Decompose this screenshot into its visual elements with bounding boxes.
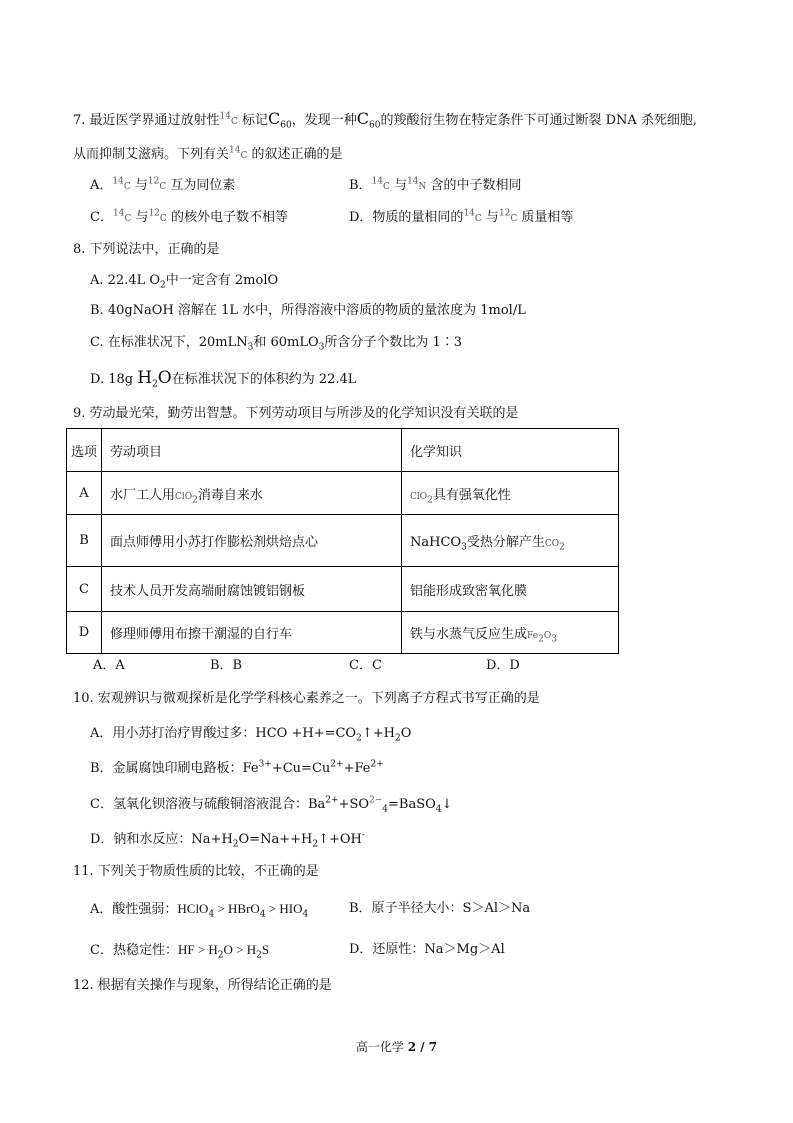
- q8-option-a: A. 22.4L $O_2$中一定含有 2molO: [90, 273, 279, 291]
- q11-option-d: D．还原性：Na＞Mg＞Al: [349, 942, 505, 957]
- table-header-row: [67, 429, 619, 472]
- q10-stem: 10. 宏观辨识与微观探析是化学学科核心素养之一。下列离子方程式书写正确的是: [73, 691, 540, 706]
- q8-option-b: B. 40gNaOH 溶解在 1L 水中，所得溶液中溶质的物质的量浓度为 1mol/L: [90, 303, 526, 318]
- q11-option-a: A．酸性强弱：HClO$_4$ > HBrO$_4$ > $HIO_4$: [90, 901, 309, 920]
- header-chem-knowledge: 化学知识: [402, 429, 619, 472]
- table-row: B 面点师傅用小苏打作膨松剂烘焙点心 NaHCO$_3$受热分解产生$CO_2$: [67, 515, 619, 567]
- q9-stem: 9. 劳动最光荣，勤劳出智慧。下列劳动项目与所涉及的化学知识没有关联的是: [73, 406, 519, 421]
- header-labor-item: 劳动项目: [102, 429, 402, 472]
- q10-option-a: A．用小苏打治疗胃酸过多：HCO $+H+=CO_2↑+H_2O$: [90, 726, 412, 744]
- q11-option-b: B．原子半径大小：S＞Al＞Na: [349, 901, 531, 916]
- q8-option-c: C. 在标准状况下，20mLN$_3$和 60mLO$_3$所含分子个数比为 1∶3: [90, 335, 463, 353]
- q9-answer-c: C．C: [349, 658, 382, 673]
- table-row: A 水厂工人用ClO$_2$消毒自来水 ClO$_2$具有强氧化性: [67, 472, 619, 515]
- q11-option-c: C．热稳定性：HF > $H_2O > H_2S$: [90, 942, 270, 961]
- q12-stem: 12. 根据有关操作与现象，所得结论正确的是: [73, 978, 332, 993]
- q9-answer-b: B．B: [210, 658, 243, 673]
- q9-answer-d: D．D: [486, 658, 520, 673]
- q10-option-d: D．钠和水反应：$Na+H_2O=Na++H_2↑+OH^-$: [90, 830, 365, 850]
- q7-line2: 从而抑制艾滋病。下列有关$^{14}$C 的叙述正确的是: [73, 145, 343, 162]
- page-footer: [0, 1038, 793, 1055]
- table-row: D 修理师傅用布擦干潮湿的自行车 铁与水蒸气反应生成$Fe_2O_3$: [67, 612, 619, 654]
- page-number: 2 / 7: [407, 1040, 438, 1054]
- header-option: 选项: [67, 429, 102, 472]
- footer-label: 高一化学: [355, 1040, 404, 1054]
- q8-stem: 8. 下列说法中，正确的是: [73, 242, 220, 257]
- q7-option-d: D．物质的量相同的$^{14}$C 与$^{12}$C 质量相等: [349, 208, 574, 225]
- q7-line1: 7. 最近医学界通过放射性$^{14}$C 标记$C_{60}$，发现一种$C_{60}$的羧酸衍生物在特定条件下可通过断裂 DNA 杀死细胞,: [73, 109, 698, 131]
- q8-option-d: D. 18g $H_2O$在标准状况下的体积约为 22.4L: [90, 368, 357, 390]
- q10-option-c: C．氢氧化钡溶液与硫酸铜溶液混合：$Ba^{2+}+SO^{2-}_4=BaSO_4↓$: [90, 795, 453, 815]
- q7-option-a: A．$^{14}$C 与$^{12}$C 互为同位素: [90, 176, 236, 193]
- q7-option-c: C．$^{14}$C 与$^{12}$C 的核外电子数不相等: [90, 208, 288, 225]
- q7-option-b: B．$^{14}$C 与$^{14}$N 含的中子数相同: [349, 176, 522, 193]
- table-row: C 技术人员开发高端耐腐蚀镀铝钢板 铝能形成致密氧化膜: [67, 567, 619, 612]
- q10-option-b: B．金属腐蚀印刷电路板：$Fe^{3+}+Cu=Cu^{2+}+Fe^{2+}$: [90, 759, 384, 776]
- q11-stem: 11. 下列关于物质性质的比较，不正确的是: [73, 864, 319, 879]
- q9-table: [66, 428, 619, 654]
- q9-answer-a: A．A: [93, 658, 125, 673]
